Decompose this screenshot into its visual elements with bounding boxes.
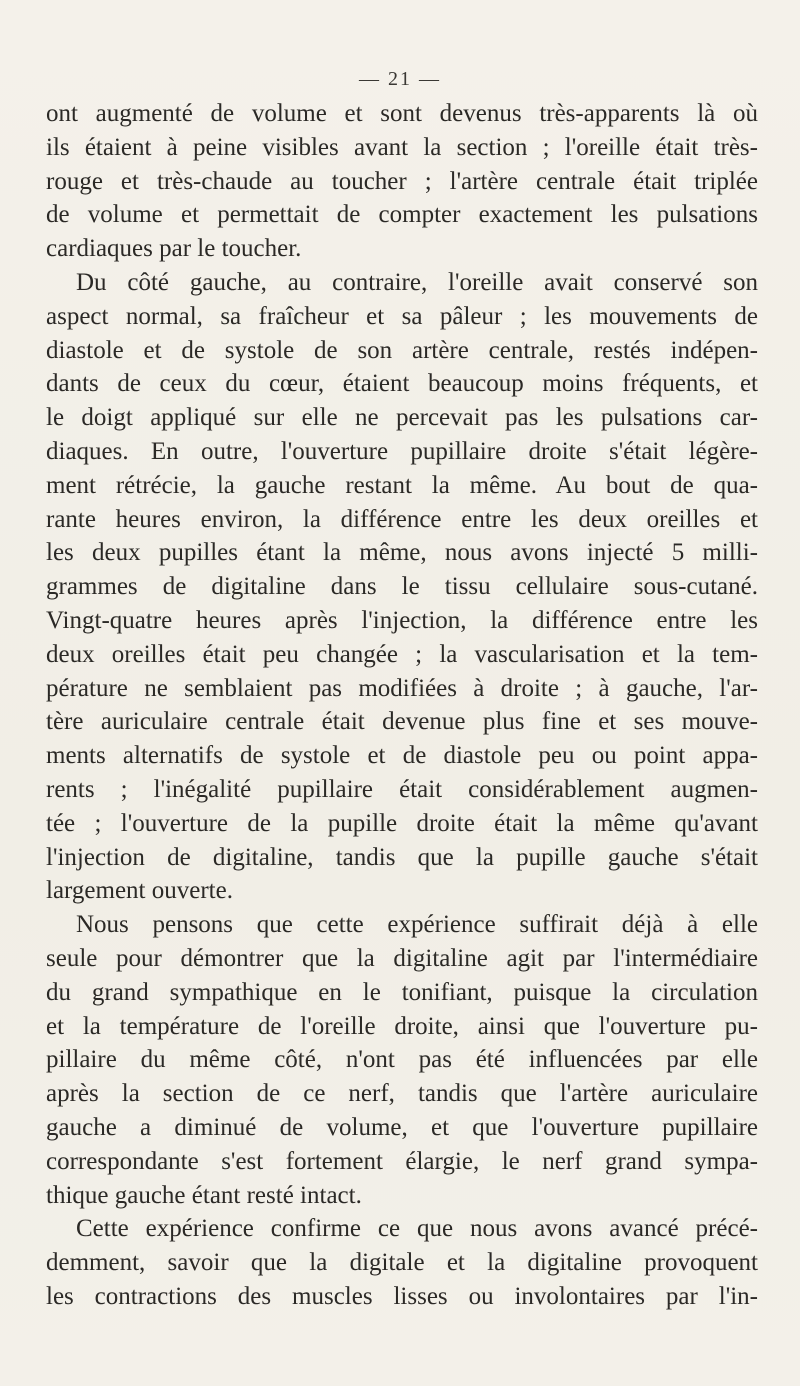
page-number: — 21 — [359, 68, 441, 90]
text-line: Du côté gauche, au contraire, l'oreille avait conservé son [76, 268, 758, 296]
text-line: Vingt-quatre heures après l'injection, la différence entre les [46, 606, 758, 634]
text-line: dants de ceux du cœur, étaient beaucoup moins fréquents, et [46, 370, 758, 398]
text-line: ont augmenté de volume et sont devenus très-apparents là où [46, 100, 758, 127]
text-line: aspect normal, sa fraîcheur et sa pâleur ; les mouvements de [46, 302, 758, 330]
text-line: l'injection de digitaline, tandis que la pupille gauche s'était [46, 843, 758, 871]
text-line: largement ouverte. [46, 877, 233, 905]
paragraph [46, 97, 758, 266]
text-line: rouge et très-chaude au toucher ; l'artère centrale était triplée [46, 167, 758, 195]
text-line: rents ; l'inégalité pupillaire était considérablement augmen- [46, 775, 758, 803]
paragraph [46, 266, 758, 908]
text-line: du grand sympathique en le tonifiant, puisque la circulation [46, 978, 758, 1006]
text-line: Cette expérience confirme ce que nous avons avancé précé- [76, 1215, 758, 1243]
text-line: demment, savoir que la digitale et la digitaline provoquent [46, 1249, 758, 1277]
text-line: gauche a diminué de volume, et que l'ouverture pupillaire [46, 1113, 758, 1141]
text-line: tée ; l'ouverture de la pupille droite était la même qu'avant [46, 809, 758, 837]
text-line: ils étaient à peine visibles avant la section ; l'oreille était très- [46, 133, 758, 161]
text-line: les contractions des muscles lisses ou involontaires par l'in- [46, 1282, 758, 1310]
text-line: grammes de digitaline dans le tissu cellulaire sous-cutané. [46, 573, 758, 601]
text-line: les deux pupilles étant la même, nous avons injecté 5 milli- [46, 539, 758, 567]
text-line: le doigt appliqué sur elle ne percevait pas les pulsations car- [46, 404, 758, 432]
text-line: cardiaques par le toucher. [46, 235, 302, 263]
text-line: après la section de ce nerf, tandis que l'artère auriculaire [46, 1080, 758, 1108]
body-text [46, 97, 758, 1314]
paragraph [46, 908, 758, 1212]
text-line: Nous pensons que cette expérience suffirait déjà à elle [76, 911, 758, 939]
text-line: pillaire du même côté, n'ont pas été influencées par elle [46, 1046, 758, 1074]
text-line: pérature ne semblaient pas modifiées à droite ; à gauche, l'ar- [46, 674, 758, 702]
text-line: rante heures environ, la différence entre les deux oreilles et [46, 505, 758, 533]
text-line: ment rétrécie, la gauche restant la même. Au bout de qua- [46, 471, 758, 499]
text-line: thique gauche étant resté intact. [46, 1181, 362, 1209]
paragraph [46, 1212, 758, 1313]
text-line: diastole et de systole de son artère centrale, restés indépen- [46, 336, 758, 364]
text-line: et la température de l'oreille droite, ainsi que l'ouverture pu- [46, 1012, 758, 1040]
text-line: tère auriculaire centrale était devenue plus fine et ses mouve- [46, 708, 758, 736]
text-line: diaques. En outre, l'ouverture pupillaire droite s'était légère- [46, 437, 758, 465]
text-line: de volume et permettait de compter exactement les pulsations [46, 201, 758, 229]
text-line: ments alternatifs de systole et de diastole peu ou point appa- [46, 742, 758, 770]
text-line: deux oreilles était peu changée ; la vascularisation et la tem- [46, 640, 758, 668]
text-line: correspondante s'est fortement élargie, le nerf grand sympa- [46, 1147, 758, 1175]
text-line: seule pour démontrer que la digitaline agit par l'intermédiaire [46, 944, 758, 972]
